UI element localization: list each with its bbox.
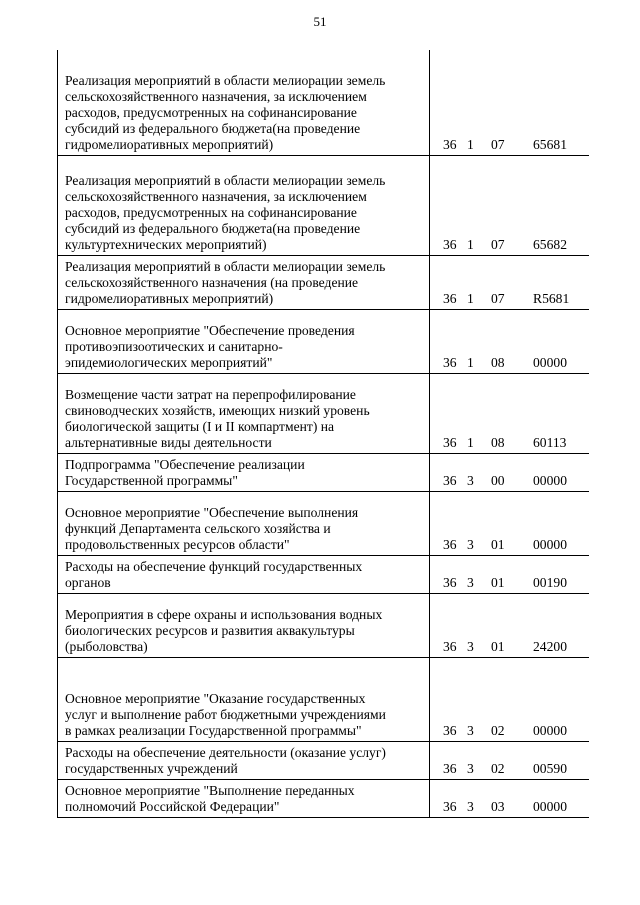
code-subprogram: 1 xyxy=(467,291,474,306)
row-codes xyxy=(430,799,589,815)
code-event: 07 xyxy=(491,237,505,252)
row-codes xyxy=(430,575,589,591)
row-description xyxy=(57,454,430,491)
code-subprogram: 1 xyxy=(467,355,474,370)
code-event: 07 xyxy=(491,137,505,152)
code-program: 36 xyxy=(443,291,457,306)
description-line: продовольственных ресурсов области" xyxy=(65,537,290,552)
table-row xyxy=(57,156,589,256)
description-line: услуг и выполнение работ бюджетными учреждениями xyxy=(65,707,386,722)
code-event: 01 xyxy=(491,639,505,654)
description-line: Основное мероприятие "Обеспечение проведения xyxy=(65,323,355,338)
description-line: Расходы на обеспечение деятельности (оказание услуг) xyxy=(65,745,386,760)
row-codes xyxy=(430,761,589,777)
table-row xyxy=(57,454,589,492)
description-line: Государственной программы" xyxy=(65,473,238,488)
description-line: функций Департамента сельского хозяйства и xyxy=(65,521,331,536)
code-subprogram: 3 xyxy=(467,799,474,814)
row-codes xyxy=(430,137,589,153)
description-line: (рыболовства) xyxy=(65,639,148,654)
code-direction: 00000 xyxy=(533,537,567,552)
description-line: Возмещение части затрат на перепрофилирование xyxy=(65,387,356,402)
description-line: расходов, предусмотренных на софинансирование xyxy=(65,105,357,120)
code-program: 36 xyxy=(443,799,457,814)
code-direction: 00000 xyxy=(533,473,567,488)
description-line: Основное мероприятие "Обеспечение выполнения xyxy=(65,505,359,520)
table-row xyxy=(57,594,589,658)
description-line: Подпрограмма "Обеспечение реализации xyxy=(65,457,305,472)
code-event: 07 xyxy=(491,291,505,306)
row-description xyxy=(57,50,430,155)
code-event: 00 xyxy=(491,473,505,488)
description-line: Реализация мероприятий в области мелиорации земель xyxy=(65,73,386,88)
description-line: сельскохозяйственного назначения, за исключением xyxy=(65,89,367,104)
description-line: Основное мероприятие "Оказание государственных xyxy=(65,691,366,706)
table-row xyxy=(57,492,589,556)
description-line: Реализация мероприятий в области мелиорации земель xyxy=(65,173,386,188)
row-description xyxy=(57,594,430,657)
row-codes xyxy=(430,435,589,451)
code-event: 01 xyxy=(491,575,505,590)
row-description xyxy=(57,492,430,555)
code-subprogram: 1 xyxy=(467,435,474,450)
row-description xyxy=(57,256,430,309)
code-program: 36 xyxy=(443,639,457,654)
table-row xyxy=(57,742,589,780)
table-row xyxy=(57,310,589,374)
description-line: Основное мероприятие "Выполнение переданных xyxy=(65,783,355,798)
description-line: противоэпизоотических и санитарно- xyxy=(65,339,283,354)
row-codes xyxy=(430,291,589,307)
description-line: культуртехнических мероприятий) xyxy=(65,237,267,252)
row-codes xyxy=(430,639,589,655)
code-direction: 00000 xyxy=(533,355,567,370)
description-line: гидромелиоративных мероприятий) xyxy=(65,137,274,152)
code-subprogram: 3 xyxy=(467,537,474,552)
code-subprogram: 3 xyxy=(467,761,474,776)
description-line: субсидий из федерального бюджета(на проведение xyxy=(65,121,361,136)
code-program: 36 xyxy=(443,761,457,776)
code-program: 36 xyxy=(443,473,457,488)
row-codes xyxy=(430,473,589,489)
code-subprogram: 3 xyxy=(467,723,474,738)
row-codes xyxy=(430,537,589,553)
code-event: 01 xyxy=(491,537,505,552)
table-row xyxy=(57,658,589,742)
table-row xyxy=(57,50,589,156)
code-direction: 24200 xyxy=(533,639,567,654)
page-number: 51 xyxy=(313,14,327,29)
code-event: 08 xyxy=(491,355,505,370)
code-subprogram: 3 xyxy=(467,473,474,488)
description-line: субсидий из федерального бюджета(на проведение xyxy=(65,221,361,236)
code-direction: 00590 xyxy=(533,761,567,776)
row-codes xyxy=(430,237,589,253)
row-description xyxy=(57,742,430,779)
description-line: Мероприятия в сфере охраны и использования водных xyxy=(65,607,383,622)
description-line: гидромелиоративных мероприятий) xyxy=(65,291,274,306)
code-direction: 00000 xyxy=(533,723,567,738)
code-direction: 65682 xyxy=(533,237,567,252)
description-line: биологических ресурсов и развития аквакультуры xyxy=(65,623,355,638)
table-row xyxy=(57,374,589,454)
table-row xyxy=(57,256,589,310)
code-subprogram: 3 xyxy=(467,639,474,654)
code-event: 08 xyxy=(491,435,505,450)
code-program: 36 xyxy=(443,723,457,738)
code-program: 36 xyxy=(443,137,457,152)
code-event: 03 xyxy=(491,799,505,814)
description-line: Реализация мероприятий в области мелиорации земель xyxy=(65,259,386,274)
description-line: государственных учреждений xyxy=(65,761,238,776)
code-program: 36 xyxy=(443,575,457,590)
row-description xyxy=(57,658,430,741)
code-event: 02 xyxy=(491,761,505,776)
row-description xyxy=(57,310,430,373)
description-line: расходов, предусмотренных на софинансирование xyxy=(65,205,357,220)
row-description xyxy=(57,156,430,255)
table-row xyxy=(57,556,589,594)
description-line: свиноводческих хозяйств, имеющих низкий уровень xyxy=(65,403,370,418)
code-subprogram: 1 xyxy=(467,137,474,152)
table-row xyxy=(57,780,589,818)
row-description xyxy=(57,780,430,817)
code-direction: 65681 xyxy=(533,137,567,152)
budget-table xyxy=(57,50,589,818)
description-line: эпидемиологических мероприятий" xyxy=(65,355,273,370)
code-event: 02 xyxy=(491,723,505,738)
code-program: 36 xyxy=(443,435,457,450)
code-direction: 00190 xyxy=(533,575,567,590)
description-line: полномочий Российской Федерации" xyxy=(65,799,280,814)
description-line: сельскохозяйственного назначения (на проведение xyxy=(65,275,359,290)
code-direction: R5681 xyxy=(533,291,570,306)
code-program: 36 xyxy=(443,355,457,370)
description-line: в рамках реализации Государственной программы" xyxy=(65,723,362,738)
code-subprogram: 3 xyxy=(467,575,474,590)
row-description xyxy=(57,556,430,593)
code-subprogram: 1 xyxy=(467,237,474,252)
row-codes xyxy=(430,355,589,371)
description-line: сельскохозяйственного назначения, за исключением xyxy=(65,189,367,204)
code-direction: 00000 xyxy=(533,799,567,814)
description-line: биологической защиты (I и II компартмент) на xyxy=(65,419,335,434)
row-codes xyxy=(430,723,589,739)
description-line: органов xyxy=(65,575,111,590)
code-direction: 60113 xyxy=(533,435,567,450)
description-line: альтернативные виды деятельности xyxy=(65,435,272,450)
description-line: Расходы на обеспечение функций государственных xyxy=(65,559,363,574)
code-program: 36 xyxy=(443,537,457,552)
row-description xyxy=(57,374,430,453)
code-program: 36 xyxy=(443,237,457,252)
